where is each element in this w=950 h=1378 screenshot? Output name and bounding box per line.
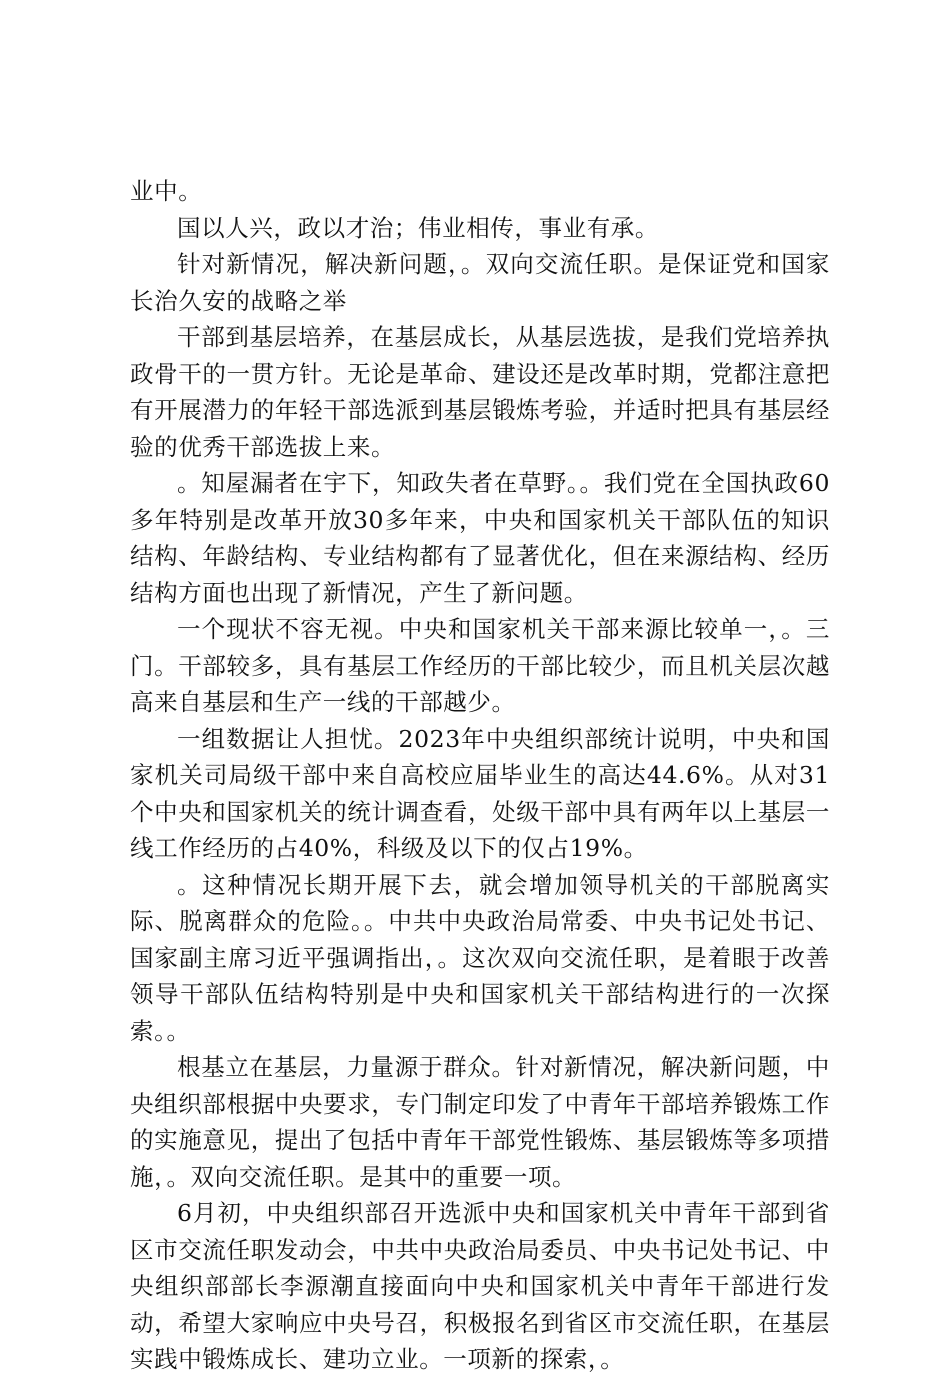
- paragraph-4: 干部到基层培养，在基层成长，从基层选拔，是我们党培养执政骨干的一贯方针。无论是革命、建设还是改革时期，党都注意把有开展潜力的年轻干部选派到基层锻炼考验，并适时把具有基层经验的优秀干部选拔上来。: [130, 323, 830, 461]
- document-body: [130, 173, 830, 1378]
- paragraph-6: 一个现状不容无视。中央和国家机关干部来源比较单一，。三门。干部较多，具有基层工作经历的干部比较少，而且机关层次越高来自基层和生产一线的干部越少。: [130, 615, 830, 716]
- paragraph-9: 根基立在基层，力量源于群众。针对新情况，解决新问题，中央组织部根据中央要求，专门制定印发了中青年干部培养锻炼工作的实施意见，提出了包括中青年干部党性锻炼、基层锻炼等多项措施，。双向交流任职。是其中的重要一项。: [130, 1053, 830, 1191]
- paragraph-3: 针对新情况，解决新问题，。双向交流任职。是保证党和国家长治久安的战略之举: [130, 250, 830, 315]
- paragraph-2: 国以人兴，政以才治；伟业相传，事业有承。: [177, 213, 659, 242]
- paragraph-7: 一组数据让人担忧。2023年中央组织部统计说明，中央和国家机关司局级干部中来自高校应届毕业生的高达44.6%。从对31个中央和国家机关的统计调查看，处级干部中具有两年以上基层一线工作经历的占40%，科级及以下的仅占19%。: [130, 724, 830, 862]
- paragraph-8: 。这种情况长期开展下去，就会增加领导机关的干部脱离实际、脱离群众的危险。。中共中央政治局常委、中央书记处书记、国家副主席习近平强调指出，。这次双向交流任职，是着眼于改善领导干部队伍结构特别是中央和国家机关干部结构进行的一次探索。。: [130, 870, 830, 1045]
- paragraph-1: 业中。: [130, 177, 203, 205]
- paragraph-10: 6月初，中央组织部召开选派中央和国家机关中青年干部到省区市交流任职发动会，中共中央政治局委员、中央书记处书记、中央组织部部长李源潮直接面向中央和国家机关中青年干部进行发动，希望大家响应中央号召，积极报名到省区市交流任职，在基层实践中锻炼成长、建功立业。一项新的探索，。: [130, 1199, 830, 1373]
- paragraph-5: 。知屋漏者在宇下，知政失者在草野。。我们党在全国执政60多年特别是改革开放30多年来，中央和国家机关干部队伍的知识结构、年龄结构、专业结构都有了显著优化，但在来源结构、经历结构方面也出现了新情况，产生了新问题。: [130, 469, 830, 607]
